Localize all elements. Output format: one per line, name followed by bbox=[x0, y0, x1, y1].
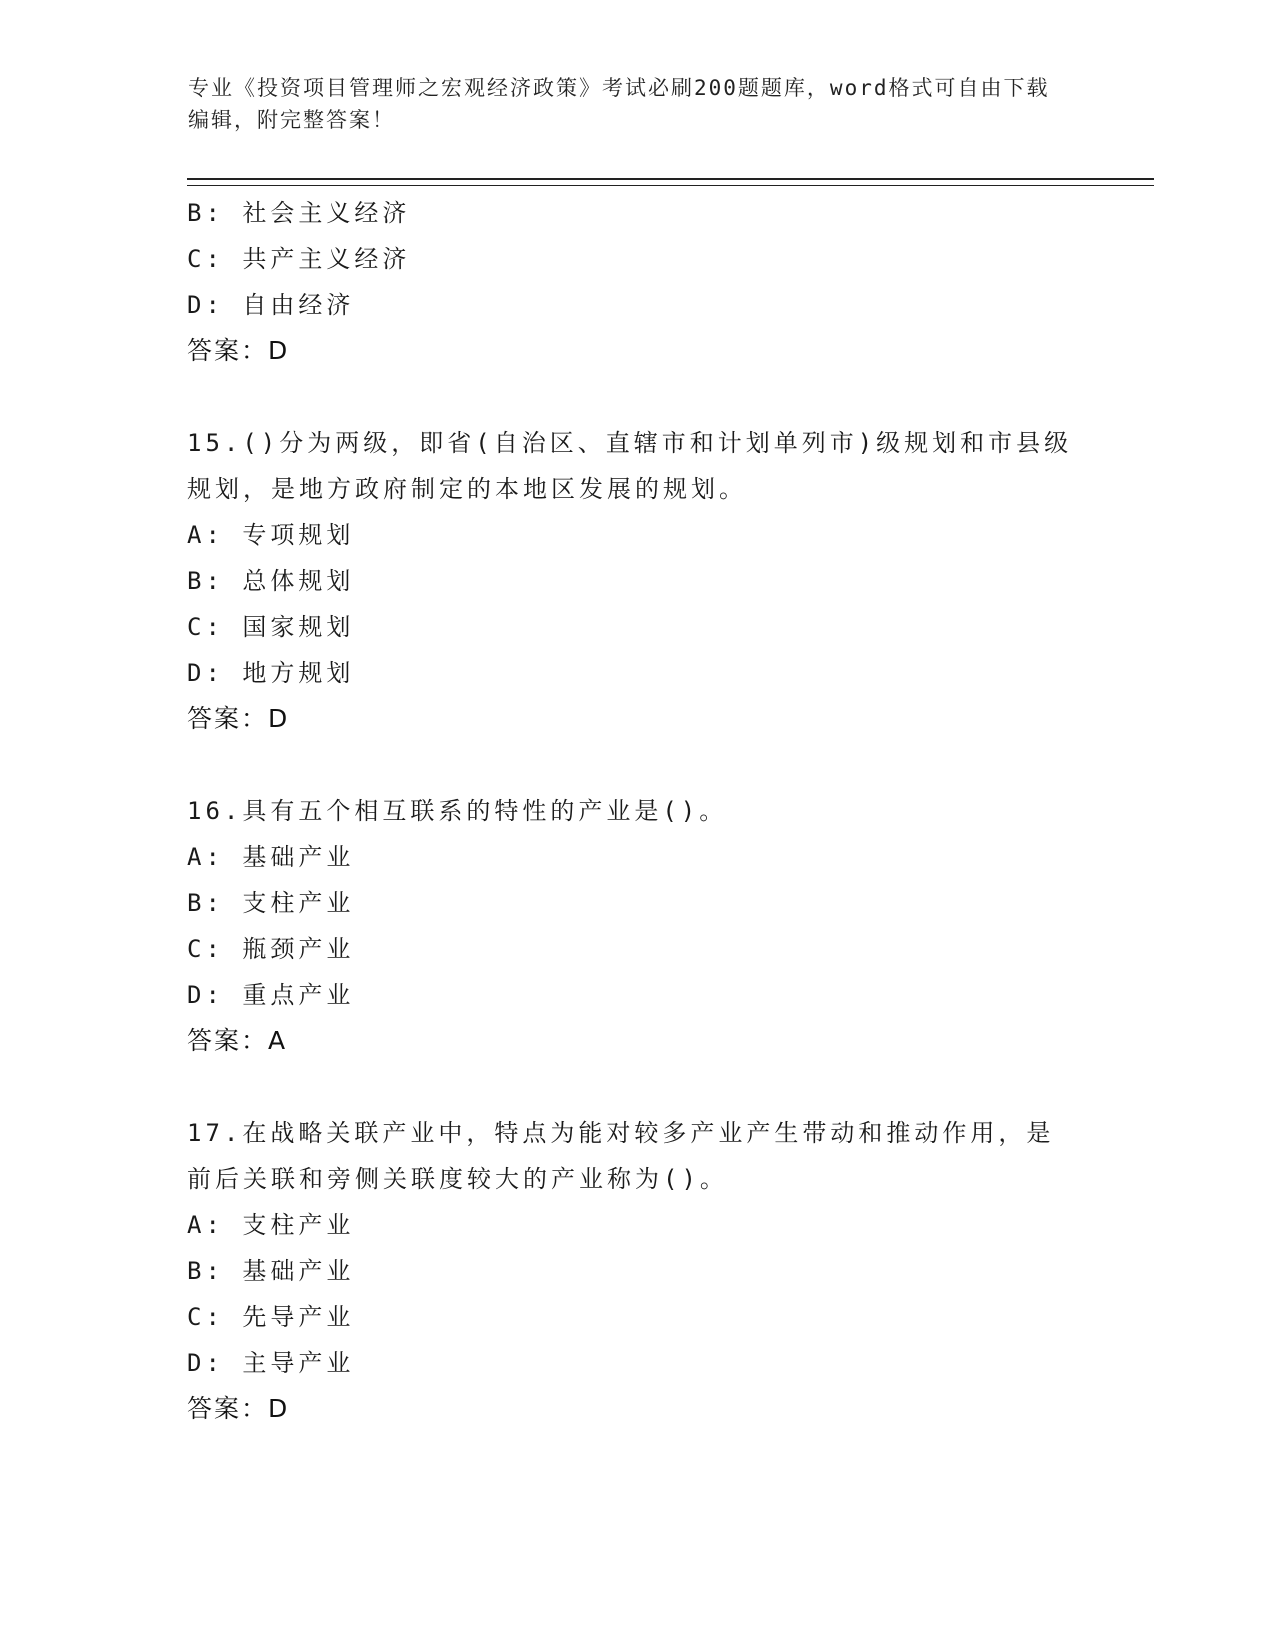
option-a: A: 专项规划 bbox=[187, 521, 355, 549]
answer-line: 答案：D bbox=[187, 704, 290, 733]
spacer bbox=[187, 1064, 1087, 1110]
option-b: B: 社会主义经济 bbox=[187, 199, 411, 227]
answer-line: 答案：D bbox=[187, 1394, 290, 1423]
option-c: C: 国家规划 bbox=[187, 613, 355, 641]
option-c: C: 先导产业 bbox=[187, 1303, 355, 1331]
answer-line: 答案：D bbox=[187, 336, 290, 365]
answer-line: 答案：A bbox=[187, 1026, 288, 1055]
option-d: D: 地方规划 bbox=[187, 659, 355, 687]
option-c: C: 共产主义经济 bbox=[187, 245, 411, 273]
question-stem-continued: 前后关联和旁侧关联度较大的产业称为()。 bbox=[187, 1165, 728, 1193]
option-b: B: 支柱产业 bbox=[187, 889, 355, 917]
question-15 bbox=[187, 420, 1087, 742]
option-a: A: 支柱产业 bbox=[187, 1211, 355, 1239]
option-a: A: 基础产业 bbox=[187, 843, 355, 871]
question-stem: 15.()分为两级，即省(自治区、直辖市和计划单列市)级规划和市县级 bbox=[187, 429, 1073, 457]
question-stem-continued: 规划，是地方政府制定的本地区发展的规划。 bbox=[187, 475, 747, 503]
header-divider bbox=[187, 178, 1154, 186]
option-d: D: 自由经济 bbox=[187, 291, 355, 319]
document-body bbox=[187, 190, 1087, 1432]
option-b: B: 基础产业 bbox=[187, 1257, 355, 1285]
document-header: 专业《投资项目管理师之宏观经济政策》考试必刷200题题库，word格式可自由下载编辑，附完整答案！ bbox=[188, 76, 1050, 132]
option-d: D: 主导产业 bbox=[187, 1349, 355, 1377]
option-c: C: 瓶颈产业 bbox=[187, 935, 355, 963]
question-stem: 17.在战略关联产业中，特点为能对较多产业产生带动和推动作用，是 bbox=[187, 1119, 1055, 1147]
question-stem: 16.具有五个相互联系的特性的产业是()。 bbox=[187, 797, 728, 825]
question-14-continued bbox=[187, 190, 1087, 374]
spacer bbox=[187, 742, 1087, 788]
question-17 bbox=[187, 1110, 1087, 1432]
question-16 bbox=[187, 788, 1087, 1064]
option-b: B: 总体规划 bbox=[187, 567, 355, 595]
spacer bbox=[187, 374, 1087, 420]
option-d: D: 重点产业 bbox=[187, 981, 355, 1009]
